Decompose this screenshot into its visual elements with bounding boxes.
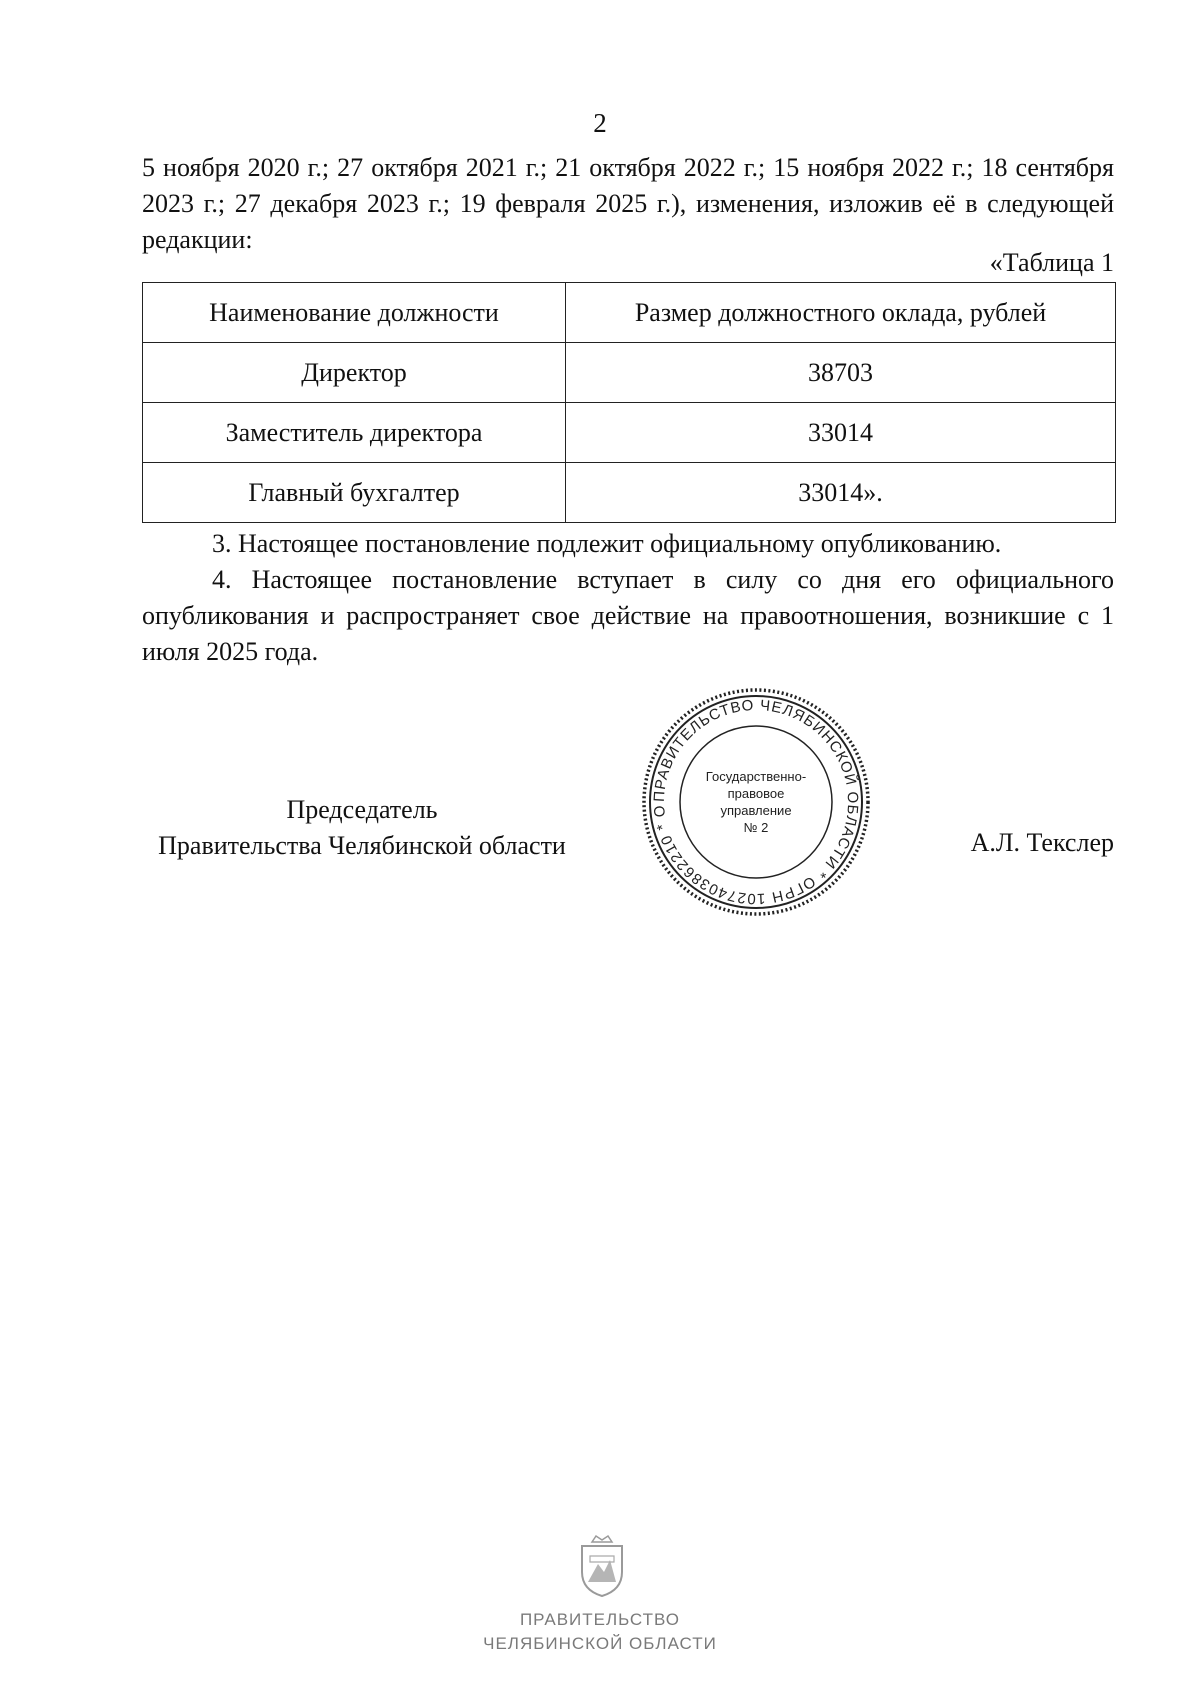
salary-cell: 38703 <box>566 343 1116 403</box>
seal-center-line-3: управление <box>720 803 792 818</box>
seal-outer-text: ПРАВИТЕЛЬСТВО ЧЕЛЯБИНСКОЙ ОБЛАСТИ * ОГРН 1027403862210 * О <box>650 696 862 908</box>
table-row <box>143 463 1116 523</box>
seal-center-line-4: № 2 <box>743 820 769 835</box>
salary-table <box>142 282 1116 523</box>
position-cell: Главный бухгалтер <box>143 463 566 523</box>
footer-line-1: ПРАВИТЕЛЬСТВО <box>519 1610 681 1629</box>
table-header-row <box>143 283 1116 343</box>
intro-paragraph: 5 ноября 2020 г.; 27 октября 2021 г.; 21 октября 2022 г.; 15 ноября 2022 г.; 18 сентября 2023 г.; 27 декабря 2023 г.; 19 февраля 2025 г.), изменения, изложив её в следующей редакции: <box>142 153 1114 254</box>
signer-title <box>142 792 582 864</box>
salary-cell: 33014». <box>566 463 1116 523</box>
seal-center-line-1: Государственно- <box>705 769 807 784</box>
paragraph-4: 4. Настоящее постановление вступает в силу со дня его официального опубликования и распространяет свое действие на правоотношения, возникшие с 1 июля 2025 года. <box>142 565 1114 666</box>
seal-center-line-2: правовое <box>727 786 785 801</box>
table-caption: «Таблица 1 <box>989 248 1114 277</box>
table-row <box>143 403 1116 463</box>
salary-cell: 33014 <box>566 403 1116 463</box>
column-header-salary: Размер должностного оклада, рублей <box>566 283 1116 343</box>
signer-name: А.Л. Текслер <box>970 828 1114 857</box>
seal-center-text <box>640 768 872 836</box>
position-cell: Заместитель директора <box>143 403 566 463</box>
table-row <box>143 343 1116 403</box>
footer-line-2: ЧЕЛЯБИНСКОЙ ОБЛАСТИ <box>483 1634 717 1653</box>
signer-title-line-2: Правительства Челябинской области <box>158 831 566 860</box>
position-cell: Директор <box>143 343 566 403</box>
column-header-position: Наименование должности <box>143 283 566 343</box>
official-seal <box>640 686 872 918</box>
paragraph-3: 3. Настоящее постановление подлежит официальному опубликованию. <box>212 529 1002 558</box>
signer-title-line-1: Председатель <box>286 795 438 824</box>
coat-of-arms-icon <box>576 1532 628 1598</box>
page-number: 2 <box>593 108 607 138</box>
